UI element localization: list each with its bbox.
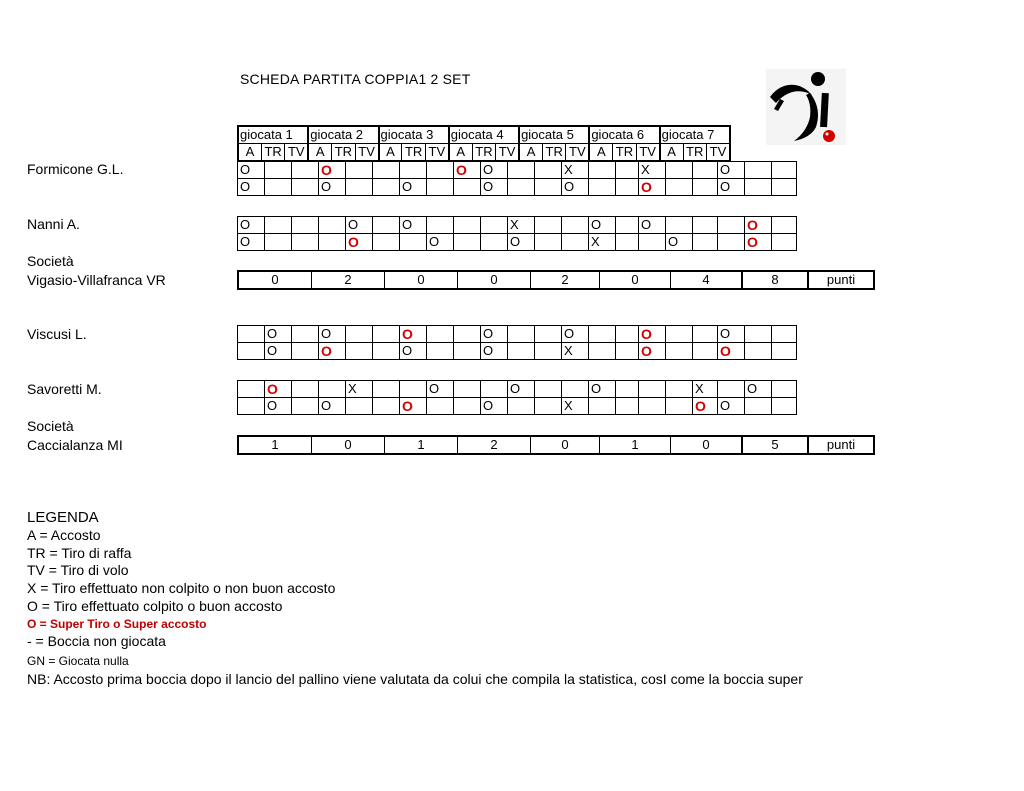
throw-cell [772, 381, 797, 398]
throw-cell [373, 398, 400, 415]
subcol-header: TV [496, 144, 519, 162]
score-values-row [238, 436, 874, 454]
giocata-header: giocata 4 [449, 126, 519, 144]
throw-cell [666, 162, 693, 179]
throw-cell [666, 398, 693, 415]
throw-cell [427, 217, 454, 234]
throw-cell [400, 162, 427, 179]
throw-cell [427, 179, 454, 196]
player-row [238, 343, 797, 360]
throw-cell: O [400, 179, 427, 196]
score-values-row [238, 271, 874, 289]
throw-cell: O [238, 217, 265, 234]
throw-cell: O [319, 179, 346, 196]
throw-cell [616, 326, 639, 343]
giocata-score: 0 [600, 271, 671, 289]
throw-cell [589, 179, 616, 196]
throw-cell: O [718, 162, 745, 179]
subcol-header: TR [261, 144, 284, 162]
giocata-score: 0 [385, 271, 458, 289]
subcol-header: TR [472, 144, 495, 162]
throw-cell [508, 162, 535, 179]
throw-cell [400, 381, 427, 398]
throw-cell [319, 234, 346, 251]
punti-label: punti [808, 271, 874, 289]
throw-cell: O [589, 381, 616, 398]
throw-cell: O [265, 381, 292, 398]
throw-cell: O [265, 398, 292, 415]
throw-cell [562, 234, 589, 251]
throw-cell [616, 398, 639, 415]
subcol-header: TR [613, 144, 636, 162]
throw-cell [319, 217, 346, 234]
throw-cell: O [481, 162, 508, 179]
player-name: Formicone G.L. [27, 161, 124, 177]
throw-cell [772, 326, 797, 343]
throw-cell [292, 179, 319, 196]
throw-cell [454, 234, 481, 251]
throw-cell [292, 217, 319, 234]
throw-cell [373, 343, 400, 360]
giocata-score: 1 [385, 436, 458, 454]
throw-cell: O [639, 217, 666, 234]
throw-cell: O [265, 343, 292, 360]
throw-cell [616, 343, 639, 360]
giocate-header-row [238, 126, 730, 144]
score-row [237, 435, 875, 455]
throw-cell [427, 343, 454, 360]
throw-cell [265, 162, 292, 179]
player-row [238, 179, 797, 196]
subcol-header: TR [542, 144, 565, 162]
throw-cell: X [508, 217, 535, 234]
subcol-header: TV [566, 144, 589, 162]
throw-cell: O [745, 381, 772, 398]
throw-cell: O [238, 234, 265, 251]
throw-cell [238, 398, 265, 415]
player-name: Viscusi L. [27, 326, 87, 342]
giocata-score: 2 [312, 271, 385, 289]
legend-tr: TR = Tiro di raffa [27, 545, 132, 561]
giocata-header: giocata 2 [308, 126, 378, 144]
player-row [238, 162, 797, 179]
legend-o: O = Tiro effettuato colpito o buon accosto [27, 598, 283, 614]
giocata-header: giocata 1 [238, 126, 308, 144]
subcol-header: A [379, 144, 402, 162]
throw-cell [427, 162, 454, 179]
subcol-header: TV [355, 144, 378, 162]
throw-cell [745, 162, 772, 179]
throw-cell [508, 343, 535, 360]
header-table [237, 125, 731, 162]
throw-cell: O [319, 398, 346, 415]
giocata-header: giocata 7 [660, 126, 730, 144]
subcol-header: A [308, 144, 331, 162]
throw-cell [373, 381, 400, 398]
throw-cell [562, 217, 589, 234]
throw-cell: X [589, 234, 616, 251]
throw-cell [772, 217, 797, 234]
throw-cell [693, 326, 718, 343]
subcol-header: TR [332, 144, 355, 162]
legend-x: X = Tiro effettuato non colpito o non buon accosto [27, 580, 336, 596]
legend-a: A = Accosto [27, 527, 101, 543]
throw-cell [666, 343, 693, 360]
throw-cell: O [481, 326, 508, 343]
punti-label: punti [808, 436, 874, 454]
giocata-score: 1 [238, 436, 312, 454]
throw-cell [772, 179, 797, 196]
throw-cell: O [718, 398, 745, 415]
giocata-score: 0 [312, 436, 385, 454]
throw-cell: X [693, 381, 718, 398]
throw-cell [292, 326, 319, 343]
throw-cell: O [745, 217, 772, 234]
subcol-header: TR [683, 144, 706, 162]
throw-cell [693, 179, 718, 196]
throw-cell [346, 162, 373, 179]
giocata-score: 4 [671, 271, 743, 289]
throw-cell: O [400, 343, 427, 360]
subcol-header: TR [402, 144, 425, 162]
societa-name: Vigasio-Villafranca VR [27, 272, 166, 288]
subcol-header-row [238, 144, 730, 162]
legend-title: LEGENDA [27, 509, 99, 526]
throw-cell: O [427, 234, 454, 251]
throw-cell [292, 398, 319, 415]
throw-cell [745, 179, 772, 196]
giocata-header: giocata 6 [589, 126, 659, 144]
giocata-score: 1 [600, 436, 671, 454]
player-row [238, 217, 797, 234]
throw-cell: X [639, 162, 666, 179]
throw-cell: O [481, 343, 508, 360]
throw-cell: O [693, 398, 718, 415]
throw-cell [481, 234, 508, 251]
throw-cell [616, 162, 639, 179]
throw-cell: X [562, 162, 589, 179]
throw-cell [745, 398, 772, 415]
throw-cell [639, 234, 666, 251]
throw-cell [292, 343, 319, 360]
throw-cell [535, 234, 562, 251]
throw-cell [373, 234, 400, 251]
throw-cell [238, 326, 265, 343]
throw-cell [616, 381, 639, 398]
throw-cell: X [562, 343, 589, 360]
throw-cell: O [238, 179, 265, 196]
throw-cell [346, 398, 373, 415]
throw-cell [508, 398, 535, 415]
legend-tv: TV = Tiro di volo [27, 562, 129, 578]
throw-cell [616, 179, 639, 196]
player-name: Savoretti M. [27, 381, 102, 397]
throw-cell: X [562, 398, 589, 415]
throw-cell [481, 381, 508, 398]
giocata-score: 0 [458, 271, 531, 289]
throw-cell [666, 326, 693, 343]
legend-dash: - = Boccia non giocata [27, 633, 166, 649]
throw-cell: O [718, 326, 745, 343]
societa-label: Società [27, 418, 74, 434]
societa-label: Società [27, 253, 74, 269]
throw-cell [693, 217, 718, 234]
throw-cell [666, 381, 693, 398]
throw-cell [454, 381, 481, 398]
subcol-header: A [589, 144, 612, 162]
throw-cell: O [400, 326, 427, 343]
throw-cell [427, 398, 454, 415]
throw-cell [319, 381, 346, 398]
throw-cell [589, 343, 616, 360]
throw-cell [454, 217, 481, 234]
throw-cell [265, 179, 292, 196]
throw-cell [373, 326, 400, 343]
player-grid [237, 161, 797, 196]
giocata-score: 0 [238, 271, 312, 289]
throw-cell: O [238, 162, 265, 179]
legend-super: O = Super Tiro o Super accosto [27, 617, 207, 631]
subcol-header: A [519, 144, 542, 162]
score-row [237, 270, 875, 290]
subcol-header: A [660, 144, 683, 162]
throw-cell: O [481, 398, 508, 415]
throw-cell [454, 398, 481, 415]
throw-cell [535, 162, 562, 179]
throw-cell [508, 179, 535, 196]
giocata-header: giocata 3 [379, 126, 449, 144]
throw-cell [454, 326, 481, 343]
throw-cell: O [265, 326, 292, 343]
throw-cell [666, 179, 693, 196]
throw-cell: O [666, 234, 693, 251]
total-score: 8 [742, 271, 808, 289]
throw-cell [616, 234, 639, 251]
throw-cell: O [319, 162, 346, 179]
throw-cell [772, 162, 797, 179]
subcol-header: TV [706, 144, 730, 162]
throw-cell: O [319, 326, 346, 343]
throw-cell [346, 326, 373, 343]
throw-cell [772, 343, 797, 360]
throw-cell: O [639, 343, 666, 360]
throw-cell [265, 217, 292, 234]
player-name: Nanni A. [27, 216, 80, 232]
throw-cell: O [718, 179, 745, 196]
throw-cell [400, 234, 427, 251]
throw-cell: O [589, 217, 616, 234]
throw-cell [508, 326, 535, 343]
subcol-header: TV [425, 144, 448, 162]
throw-cell [745, 326, 772, 343]
throw-cell [639, 398, 666, 415]
throw-cell [693, 234, 718, 251]
throw-cell: O [319, 343, 346, 360]
player-row [238, 234, 797, 251]
subcol-header: A [238, 144, 261, 162]
legend-nb: NB: Accosto prima boccia dopo il lancio del pallino viene valutata da colui che compila la statistica, cosI come la boccia super [27, 671, 803, 687]
throw-cell: O [508, 234, 535, 251]
throw-cell [481, 217, 508, 234]
throw-cell [666, 217, 693, 234]
throw-cell [346, 343, 373, 360]
throw-cell [589, 398, 616, 415]
throw-cell [535, 381, 562, 398]
throw-cell [535, 343, 562, 360]
player-grid [237, 216, 797, 251]
throw-cell [454, 343, 481, 360]
throw-cell [346, 179, 373, 196]
player-row [238, 381, 797, 398]
throw-cell [718, 234, 745, 251]
throw-cell [535, 398, 562, 415]
giocata-header: giocata 5 [519, 126, 589, 144]
throw-cell: O [400, 217, 427, 234]
throw-cell [373, 179, 400, 196]
throw-cell [292, 162, 319, 179]
throw-cell: O [481, 179, 508, 196]
throw-cell: O [562, 326, 589, 343]
giocata-score: 2 [458, 436, 531, 454]
player-grid [237, 380, 797, 415]
throw-cell: O [346, 217, 373, 234]
throw-cell: O [508, 381, 535, 398]
throw-cell: O [639, 326, 666, 343]
throw-cell [373, 217, 400, 234]
throw-cell [589, 162, 616, 179]
throw-cell [772, 234, 797, 251]
throw-cell [373, 162, 400, 179]
subcol-header: TV [636, 144, 659, 162]
throw-cell: O [454, 162, 481, 179]
throw-cell: O [562, 179, 589, 196]
giocata-score: 0 [531, 436, 600, 454]
player-row [238, 326, 797, 343]
throw-cell: O [718, 343, 745, 360]
throw-cell [589, 326, 616, 343]
throw-cell [238, 381, 265, 398]
throw-cell [265, 234, 292, 251]
throw-cell [693, 162, 718, 179]
giocata-score: 2 [531, 271, 600, 289]
legend-gn: GN = Giocata nulla [27, 654, 129, 668]
throw-cell: O [400, 398, 427, 415]
player-grid [237, 325, 797, 360]
total-score: 5 [742, 436, 808, 454]
throw-cell [427, 326, 454, 343]
throw-cell [562, 381, 589, 398]
giocata-score: 0 [671, 436, 743, 454]
throw-cell [238, 343, 265, 360]
throw-cell: O [745, 234, 772, 251]
throw-cell [718, 217, 745, 234]
throw-cell [535, 326, 562, 343]
throw-cell: X [346, 381, 373, 398]
player-row [238, 398, 797, 415]
throw-cell [616, 217, 639, 234]
throw-cell: O [346, 234, 373, 251]
page-title: SCHEDA PARTITA COPPIA1 2 SET [240, 71, 471, 87]
throw-cell: O [427, 381, 454, 398]
throw-cell [535, 217, 562, 234]
throw-cell [639, 381, 666, 398]
throw-cell [535, 179, 562, 196]
throw-cell: O [639, 179, 666, 196]
throw-cell [745, 343, 772, 360]
societa-name: Caccialanza MI [27, 437, 123, 453]
subcol-header: A [449, 144, 472, 162]
throw-cell [718, 381, 745, 398]
throw-cell [454, 179, 481, 196]
bocce-player-icon [766, 69, 846, 145]
throw-cell [292, 234, 319, 251]
subcol-header: TV [285, 144, 308, 162]
throw-cell [292, 381, 319, 398]
throw-cell [772, 398, 797, 415]
throw-cell [693, 343, 718, 360]
